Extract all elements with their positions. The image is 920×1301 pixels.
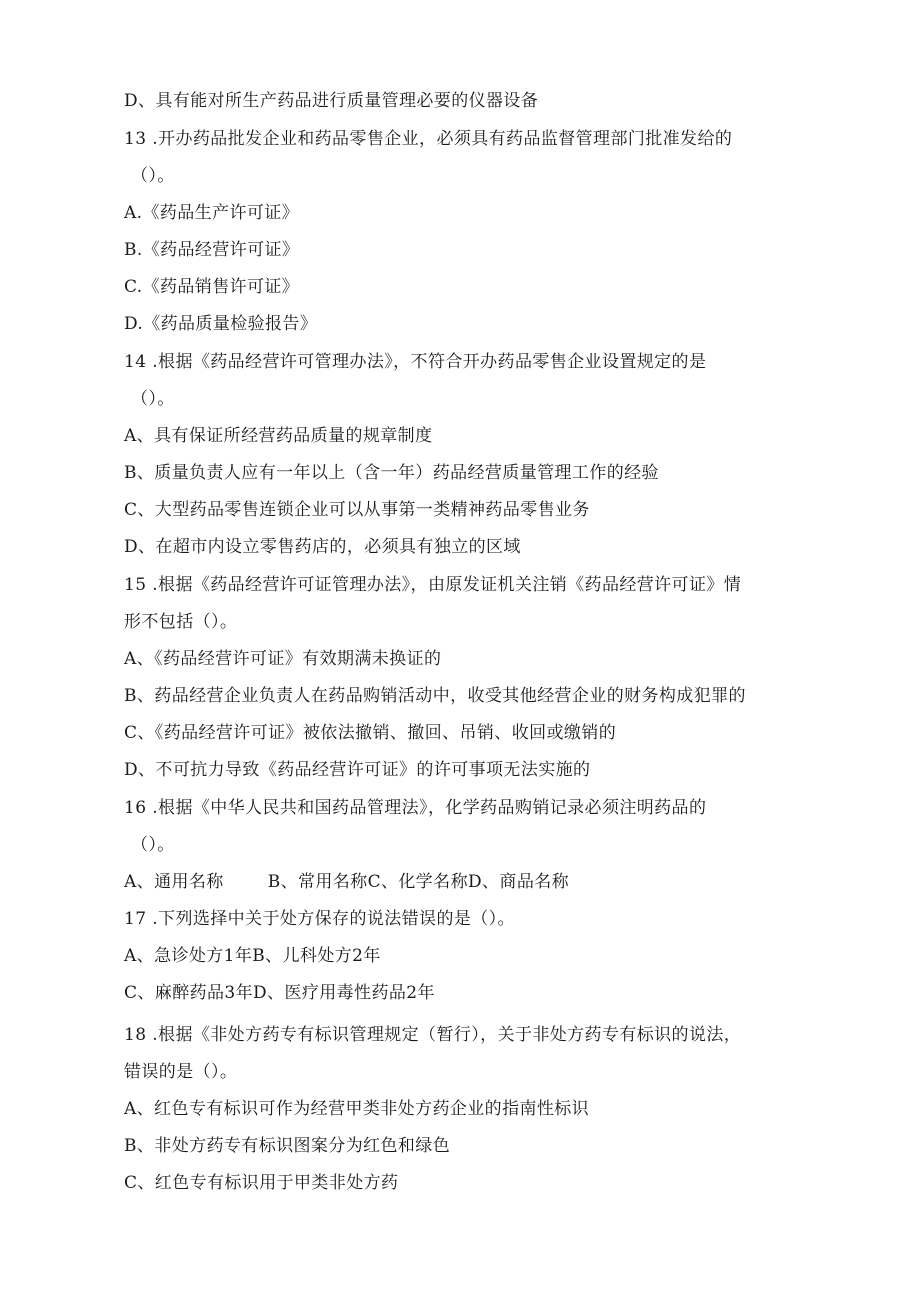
q15-option-b: B、药品经营企业负责人在药品购销活动中，收受其他经营企业的财务构成犯罪的 xyxy=(124,686,746,706)
q16-options-bcd: B、常用名称C、化学名称D、商品名称 xyxy=(267,872,570,892)
q15-option-c: C、《药品经营许可证》被依法撤销、撤回、吊销、收回或缴销的 xyxy=(124,723,617,743)
q15-stem: 15 .根据《药品经营许可证管理办法》，由原发证机关注销《药品经营许可证》情 xyxy=(124,575,742,595)
q15-option-a: A、《药品经营许可证》有效期满未换证的 xyxy=(124,649,442,669)
q14-option-d: D、在超市内设立零售药店的，必须具有独立的区域 xyxy=(124,537,521,557)
q17-stem: 17 .下列选择中关于处方保存的说法错误的是（）。 xyxy=(124,909,515,929)
q13-option-c: C.《药品销售许可证》 xyxy=(124,277,300,297)
q13-stem-cont: （）。 xyxy=(131,166,175,186)
q13-option-a: A.《药品生产许可证》 xyxy=(124,203,300,223)
q17-options-ab: A、急诊处方1年B、儿科处方2年 xyxy=(124,946,381,966)
q18-option-b: B、非处方药专有标识图案分为红色和绿色 xyxy=(124,1136,451,1156)
q18-stem-cont: 错误的是（）。 xyxy=(124,1062,238,1082)
q14-stem-cont: （）。 xyxy=(131,389,175,409)
q13-option-b: B.《药品经营许可证》 xyxy=(124,240,300,260)
q16-stem-cont: （）。 xyxy=(131,835,175,855)
q12-option-d: D、具有能对所生产药品进行质量管理必要的仪器设备 xyxy=(124,91,539,111)
q18-option-c: C、红色专有标识用于甲类非处方药 xyxy=(124,1173,399,1193)
q16-options xyxy=(124,871,569,893)
q13-stem: 13 .开办药品批发企业和药品零售企业，必须具有药品监督管理部门批准发给的 xyxy=(124,129,733,149)
q18-stem: 18 .根据《非处方药专有标识管理规定（暂行），关于非处方药专有标识的说法， xyxy=(124,1025,742,1045)
q15-stem-cont: 形不包括（）。 xyxy=(124,612,238,632)
q17-options-cd: C、麻醉药品3年D、医疗用毒性药品2年 xyxy=(124,983,435,1003)
q16-stem: 16 .根据《中华人民共和国药品管理法》，化学药品购销记录必须注明药品的 xyxy=(124,798,707,818)
q18-option-a: A、红色专有标识可作为经营甲类非处方药企业的指南性标识 xyxy=(124,1099,590,1119)
q14-option-c: C、大型药品零售连锁企业可以从事第一类精神药品零售业务 xyxy=(124,500,590,520)
q14-stem: 14 .根据《药品经营许可管理办法》，不符合开办药品零售企业设置规定的是 xyxy=(124,352,707,372)
q15-option-d: D、不可抗力导致《药品经营许可证》的许可事项无法实施的 xyxy=(124,760,591,780)
q13-option-d: D.《药品质量检验报告》 xyxy=(124,314,318,334)
q16-option-a: A、通用名称 xyxy=(124,872,224,892)
q14-option-a: A、具有保证所经营药品质量的规章制度 xyxy=(124,426,433,446)
q14-option-b: B、质量负责人应有一年以上（含一年）药品经营质量管理工作的经验 xyxy=(124,463,659,483)
